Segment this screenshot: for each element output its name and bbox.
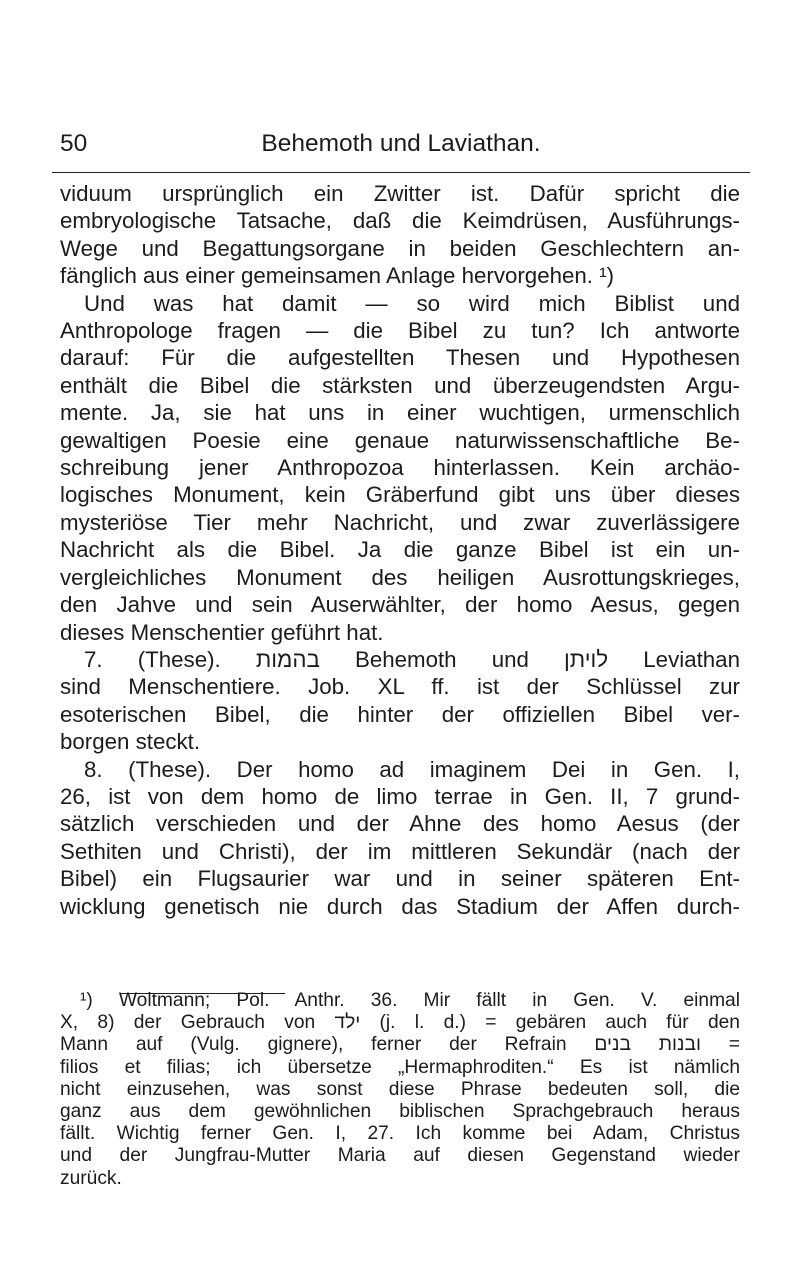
footnote-line: und der Jungfrau-Mutter Maria auf diesen Gegenstand wieder — [60, 1145, 740, 1167]
footnote-line: fällt. Wichtig ferner Gen. I, 27. Ich komme bei Adam, Christus — [60, 1123, 740, 1145]
text-line: borgen steckt. — [60, 729, 201, 755]
page-number: 50 — [60, 130, 88, 157]
footnote — [60, 990, 740, 1190]
text-line: mysteriöse Tier mehr Nachricht, und zwar zuverlässigere — [60, 509, 740, 535]
text-line: sätzlich verschieden und der Ahne des homo Aesus (der — [60, 811, 740, 837]
main-text — [60, 180, 740, 920]
text-line: gewaltigen Poesie eine genaue naturwissenschaftliche Be- — [60, 427, 740, 453]
text-line: viduum ursprünglich ein Zwitter ist. Dafür spricht die — [60, 181, 740, 206]
footnote-line: zurück. — [60, 1167, 122, 1189]
text-line: sind Menschentiere. Job. XL ff. ist der Schlüssel zur — [60, 674, 740, 700]
text-line: Wege und Begattungsorgane in beiden Geschlechtern an- — [60, 235, 740, 261]
footnote-line: Mann auf (Vulg. gignere), ferner der Refrain ובנות בנים = — [60, 1034, 740, 1056]
running-header — [52, 128, 750, 173]
text-line: dieses Menschentier geführt hat. — [60, 619, 384, 645]
text-line: schreibung jener Anthropozoa hinterlassen. Kein archäo- — [60, 455, 740, 481]
text-line: darauf: Für die aufgestellten Thesen und Hypothesen — [60, 345, 740, 371]
text-line: enthält die Bibel die stärksten und überzeugendsten Argu- — [60, 372, 740, 398]
text-line: Anthropologe fragen — die Bibel zu tun? Ich antworte — [60, 318, 740, 344]
text-line: Bibel) ein Flugsaurier war und in seiner späteren Ent- — [60, 866, 740, 892]
text-line: mente. Ja, sie hat uns in einer wuchtigen, urmenschlich — [60, 400, 740, 426]
footnote-line: ¹) Woltmann; Pol. Anthr. 36. Mir fällt in Gen. V. einmal — [80, 990, 740, 1011]
footnote-line: filios et filias; ich übersetze „Hermaphroditen.“ Es ist nämlich — [60, 1056, 740, 1078]
text-line: wicklung genetisch nie durch das Stadium der Affen durch- — [60, 893, 740, 919]
text-line: 26, ist von dem homo de limo terrae in Gen. II, 7 grund- — [60, 783, 740, 809]
text-line: Und was hat damit — so wird mich Biblist und — [84, 290, 740, 316]
text-line: embryologische Tatsache, daß die Keimdrüsen, Ausführungs- — [60, 208, 740, 234]
text-line: Sethiten und Christi), der im mittleren Sekundär (nach der — [60, 838, 740, 864]
footnote-line: nicht einzusehen, was sonst diese Phrase bedeuten soll, die — [60, 1078, 740, 1100]
text-line: 8. (These). Der homo ad imaginem Dei in Gen. I, — [84, 756, 740, 782]
running-title: Behemoth und Laviathan. — [261, 130, 541, 157]
text-line: den Jahve und sein Auserwählter, der homo Aesus, gegen — [60, 592, 740, 618]
text-line: 7. (These). בהמות Behemoth und לויתן Leviathan — [84, 646, 740, 672]
footnote-line: ganz aus dem gewöhnlichen biblischen Sprachgebrauch heraus — [60, 1101, 740, 1123]
text-line: fänglich aus einer gemeinsamen Anlage hervorgehen. ¹) — [60, 263, 615, 289]
text-line: Nachricht als die Bibel. Ja die ganze Bibel ist ein un- — [60, 537, 740, 563]
text-line: vergleichliches Monument des heiligen Ausrottungskrieges, — [60, 564, 740, 590]
footnote-line: X, 8) der Gebrauch von ילד (j. l. d.) = gebären auch für den — [60, 1012, 740, 1034]
text-line: logisches Monument, kein Gräberfund gibt uns über dieses — [60, 482, 740, 508]
text-line: esoterischen Bibel, die hinter der offiziellen Bibel ver- — [60, 701, 740, 727]
